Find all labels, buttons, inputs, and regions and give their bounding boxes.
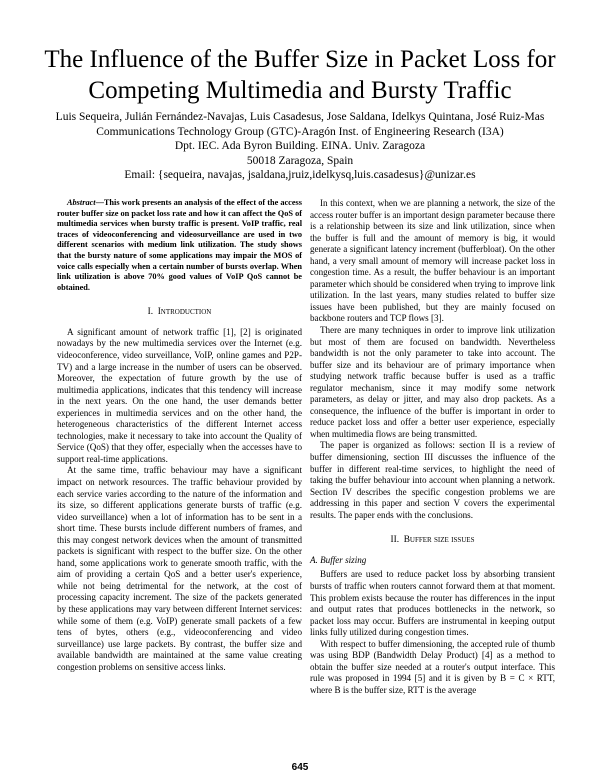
subsection-heading: A. Buffer sizing bbox=[310, 554, 367, 565]
section-number: I. bbox=[147, 307, 154, 318]
abstract-label: Abstract bbox=[67, 198, 96, 207]
right-column bbox=[310, 198, 555, 696]
affiliation: Communications Technology Group (GTC)-Aragón Inst. of Engineering Research (I3A) bbox=[96, 125, 504, 138]
section-heading bbox=[57, 307, 302, 319]
left-column bbox=[57, 198, 302, 673]
title-line: The Influence of the Buffer Size in Packet Loss for bbox=[44, 46, 556, 73]
paragraph: Buffers are used to reduce packet loss by absorbing transient bursts of traffic when routers cannot forward them at that moment. This problem exists because the router has differences in the input and output rates that produces bottlenecks in the network, so packet loss may occur. Buffers are instrumental in keeping output links fully utilized during congestion times. bbox=[310, 569, 555, 638]
abstract-text: —This work presents an analysis of the effect of the access router buffer size on packet loss rate and how it can affect the QoS of multimedia services when bursty traffic is present. VoIP traffic, real traces of videoconferencing and videosurveillance are used in two different scenarios with medium link utilization. The study shows that the bursty nature of some applications may impair the MOS of voice calls especially when a certain number of bursts overlap. When link utilization is above 70% good values of VoIP QoS cannot be obtained. bbox=[57, 198, 302, 292]
paragraph: In this context, when we are planning a network, the size of the access router buffer is an important design parameter because there is a relationship between its size and link utilization, since when the buffer is full and the amount of memory is big, it would generate a significant latency increment (bufferbloat). On the other hand, a very small amount of memory will increase packet loss in congestion time. As a result, the buffer behaviour is an important parameter which should be considered when trying to improve link utilization. In the last years, many studies related to buffer size issues have been published, but they are mainly focused on backbone routers and TCP flows [3]. bbox=[310, 198, 555, 324]
section-title: Buffer size issues bbox=[403, 535, 475, 546]
paragraph: There are many techniques in order to improve link utilization but most of them are focused on bandwidth. Nevertheless bandwidth is not the only parameter to take into account. The buffer size and its behaviour are of primary importance when studying network traffic because buffer is used as a traffic regulator mechanism, since it may modify some network parameters, as delay or jitter, and may also drop packets. As a consequence, the influence of the buffer is important in order to reduce packet loss and offer a better user experience, especially when multimedia flows are being transmitted. bbox=[310, 325, 555, 439]
page-number: 645 bbox=[291, 762, 309, 773]
paragraph: With respect to buffer dimensioning, the accepted rule of thumb was using BDP (Bandwidth Delay Product) [4] as a method to obtain the buffer size needed at a router's output interface. This rule was proposed in 1994 [5] and it is given by B = C × RTT, where B is the buffer size, RTT is the average bbox=[310, 638, 555, 695]
author-names: Luis Sequeira, Julián Fernández-Navajas, Luis Casadesus, Jose Saldana, Idelkys Quintana, José Ruiz-Mas bbox=[55, 111, 545, 123]
author-block bbox=[20, 110, 580, 183]
abstract bbox=[57, 198, 302, 293]
paragraph: A significant amount of network traffic [1], [2] is originated nowadays by the new multimedia services over the Internet (e.g. videoconference, video surveillance, VoIP, online games and P2P-TV) and a large increase in the number of users can be observed. Moreover, the expectation of future growth by the use of multimedia applications, indicates that this tendency will increase in the next years. On the one hand, the user demands better experiences in multimedia services and on the other hand, the heterogeneous characteristics of the different Internet access technologies, make it necessary to take into account the Quality of Service (QoS) that they offer, especially when the accesses have to support real-time applications. bbox=[57, 326, 302, 464]
section-title: Introduction bbox=[157, 307, 212, 318]
paragraph: At the same time, traffic behaviour may have a significant impact on network resources. The traffic behaviour provided by each service varies according to the nature of the information and its size, so different applications generate bursts of traffic (e.g. video surveillance) when a lot of information has to be sent in a short time. These bursts include different numbers of frames, and this may congest network devices when the amount of transmitted packets is significant with respect to the buffer size. On the other hand, some applications work to generate smooth traffic, with the aim of providing a certain QoS and a better user's experience, while not being detrimental for the network, at the cost of processing capacity increment. The size of the packets generated by these applications may vary between different Internet services: while some of them (e.g. VoIP) generate small packets of a few tens of bytes, others (e.g., videoconferencing and video surveillance) use large packets. By contrast, the buffer size and available bandwidth are maintained at the same value creating congestion problems on sensitive access links. bbox=[57, 465, 302, 672]
section-number: II. bbox=[390, 535, 400, 546]
section-heading bbox=[310, 535, 555, 547]
paragraph: The paper is organized as follows: section II is a review of buffer dimensioning, section III discusses the influence of the buffer in different real-time services, to highlight the need of taking the buffer behaviour into account when planning a network. Section IV describes the specific congestion problems we are addressing in this paper and section V covers the experimental results. The paper ends with the conclusions. bbox=[310, 440, 555, 520]
email: Email: {sequeira, navajas, jsaldana,jruiz,idelkysq,luis.casadesus}@unizar.es bbox=[124, 169, 476, 182]
title-line: Competing Multimedia and Bursty Traffic bbox=[88, 77, 512, 104]
paper-title bbox=[20, 44, 580, 106]
city: 50018 Zaragoza, Spain bbox=[246, 154, 354, 167]
department: Dpt. IEC. Ada Byron Building. EINA. Univ. Zaragoza bbox=[174, 140, 426, 153]
